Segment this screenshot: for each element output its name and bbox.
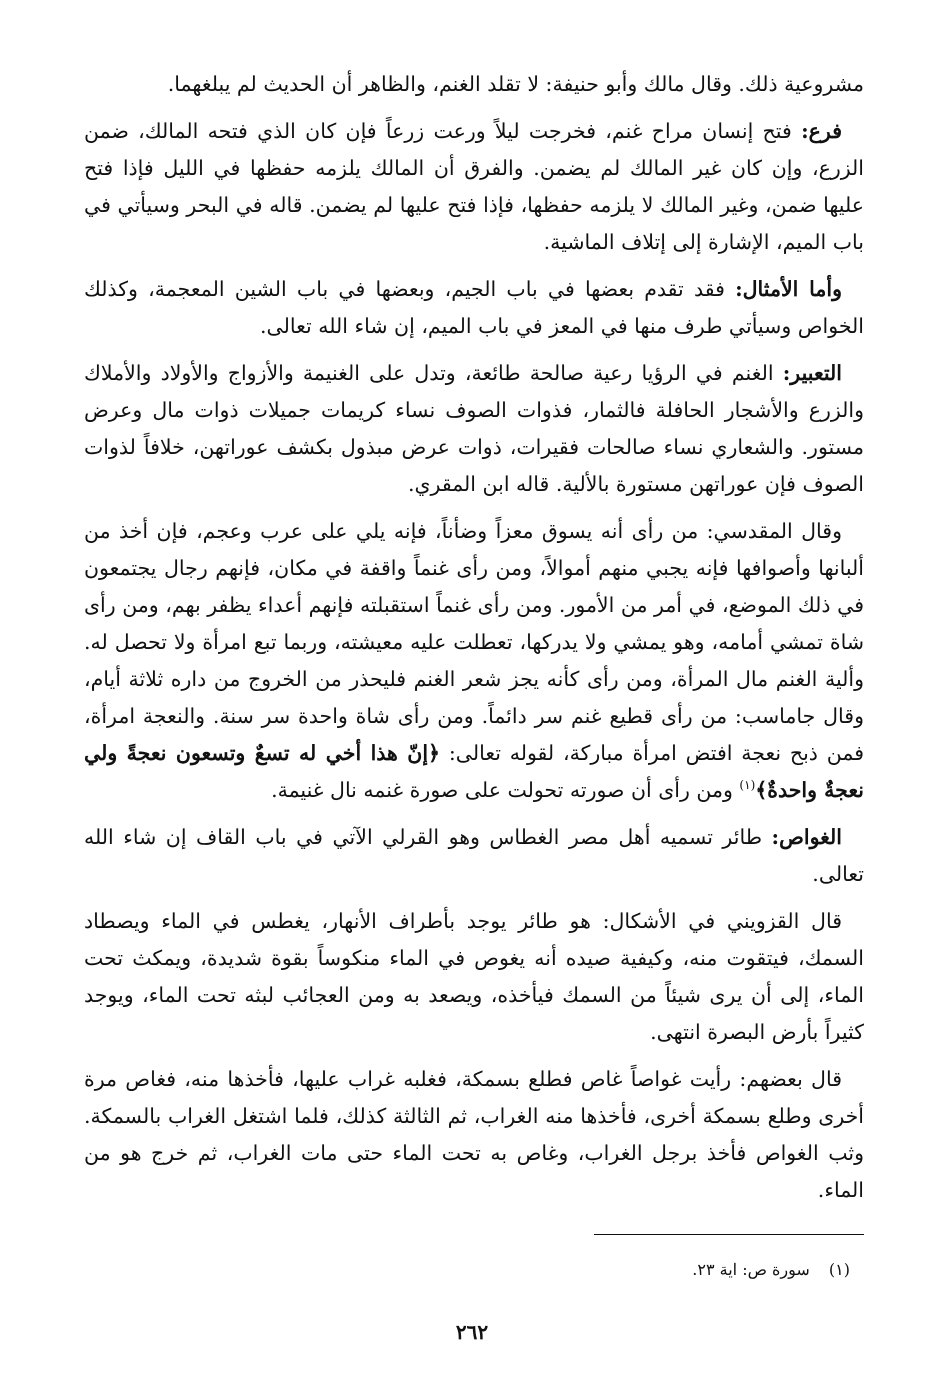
paragraph-text: قال بعضهم: رأيت غواصاً غاص فطلع بسمكة، فغلبه غراب عليها، فأخذها منه، فغاص مرة أخرى وطلع بسمكة أخرى، فأخذها منه الغراب، ثم الثالثة كذلك، فلما اشتغل الغراب بالسمكة. وثب الغواص فأخذ برجل الغراب، وغاص به تحت الماء حتى مات الغراب، ثم خرج هو من الماء. — [84, 1067, 864, 1202]
footnote-marker: (١) — [828, 1260, 850, 1279]
page-number: ٢٦٢ — [455, 1320, 489, 1344]
footnote-text: سورة ص: اية ٢٣. — [692, 1260, 810, 1279]
paragraph-lead: فرع: — [801, 119, 842, 143]
quran-quote: ﴿إنّ هذا أخي له تسعٌ وتسعون نعجةً ولي نعجةٌ واحدةٌ﴾ — [84, 741, 864, 802]
paragraph-text: وقال المقدسي: من رأى أنه يسوق معزاً وضأناً، فإنه يلي على عرب وعجم، فإن أخذ من ألبانها وأصوافها فإنه يجبي منهم أموالاً، ومن رأى غنماً واقفة في مكان، فإنهم رجال يجتمعون في ذلك الموضع، في أمر من الأمور. ومن رأى غنماً استقبلته فإنهم أعداء يظفر بهم، ومن رأى شاة تمشي أمامه، وهو يمشي ولا يدركها، تعطلت عليه معيشته، وربما تبع امرأة ولا تحصل له. وألية الغنم مال المرأة، ومن رأى كأنه يجز شعر الغنم فليحذر من الخروج من داره ثلاثة أيام، وقال جاماسب: من رأى قطيع غنم سر دائماً. ومن رأى شاة واحدة سر سنة. والنعجة امرأة، فمن ذبح نعجة افتض امرأة مباركة، لقوله تعالى: — [84, 519, 864, 765]
paragraph-tabir — [84, 355, 864, 503]
paragraph-text: ومن رأى أن صورته تحولت على صورة غنمه نال غنيمة. — [271, 778, 733, 802]
paragraph-lead: الغواص: — [771, 825, 842, 849]
paragraph-lead: وأما الأمثال: — [735, 277, 842, 301]
paragraph-ghawwas — [84, 819, 864, 893]
paragraph-qazwini — [84, 903, 864, 1051]
footnote-reference: (١) — [739, 778, 756, 793]
footnote — [692, 1258, 850, 1282]
paragraph-muqaddasi — [84, 513, 864, 809]
paragraph-text: مشروعية ذلك. وقال مالك وأبو حنيفة: لا تقلد الغنم، والظاهر أن الحديث لم يبلغهما. — [167, 72, 864, 96]
paragraph-text: قال القزويني في الأشكال: هو طائر يوجد بأطراف الأنهار، يغطس في الماء ويصطاد السمك، فيتقوت منه، وكيفية صيده أنه يغوص في الماء منكوساً بقوة شديدة، ويمكث تحت الماء، إلى أن يرى شيئاً من السمك فيأخذه، ويصعد به ومن العجائب لبثه تحت الماء، ويوجد كثيراً بأرض البصرة انتهى. — [84, 909, 864, 1044]
paragraph-amthal — [84, 271, 864, 345]
paragraph-text: فقد تقدم بعضها في باب الجيم، وبعضها في باب الشين المعجمة، وكذلك الخواص وسيأتي طرف منها في المعز في باب الميم، إن شاء الله تعالى. — [84, 277, 864, 338]
paragraph-baaduhum — [84, 1061, 864, 1209]
paragraph-text: فتح إنسان مراح غنم، فخرجت ليلاً ورعت زرعاً فإن كان الذي فتحه المالك، ضمن الزرع، وإن كان غير المالك لم يضمن. والفرق أن المالك يلزمه حفظها في الليل فإذا فتح عليها ضمن، وغير المالك لا يلزمه حفظها، فإذا فتح عليها لم يضمن. قاله في البحر وسيأتي في باب الميم، الإشارة إلى إتلاف الماشية. — [84, 119, 864, 254]
footnote-divider — [594, 1234, 864, 1235]
paragraph-opening — [84, 66, 864, 103]
paragraph-far — [84, 113, 864, 261]
paragraph-lead: التعبير: — [782, 361, 842, 385]
paragraph-text: الغنم في الرؤيا رعية صالحة طائعة، وتدل على الغنيمة والأزواج والأولاد والأملاك والزرع والأشجار الحافلة فالثمار، فذوات الصوف نساء كريمات جميلات ذوات مال وعرض مستور. والشعاري نساء صالحات فقيرات، ذوات عرض مبذول بكشف عوراتهن، خلافاً لذوات الصوف فإن عوراتهن مستورة بالألية. قاله ابن المقري. — [84, 361, 864, 496]
page-body — [84, 66, 864, 1219]
paragraph-text: طائر تسميه أهل مصر الغطاس وهو القرلي الآتي في باب القاف إن شاء الله تعالى. — [84, 825, 864, 886]
